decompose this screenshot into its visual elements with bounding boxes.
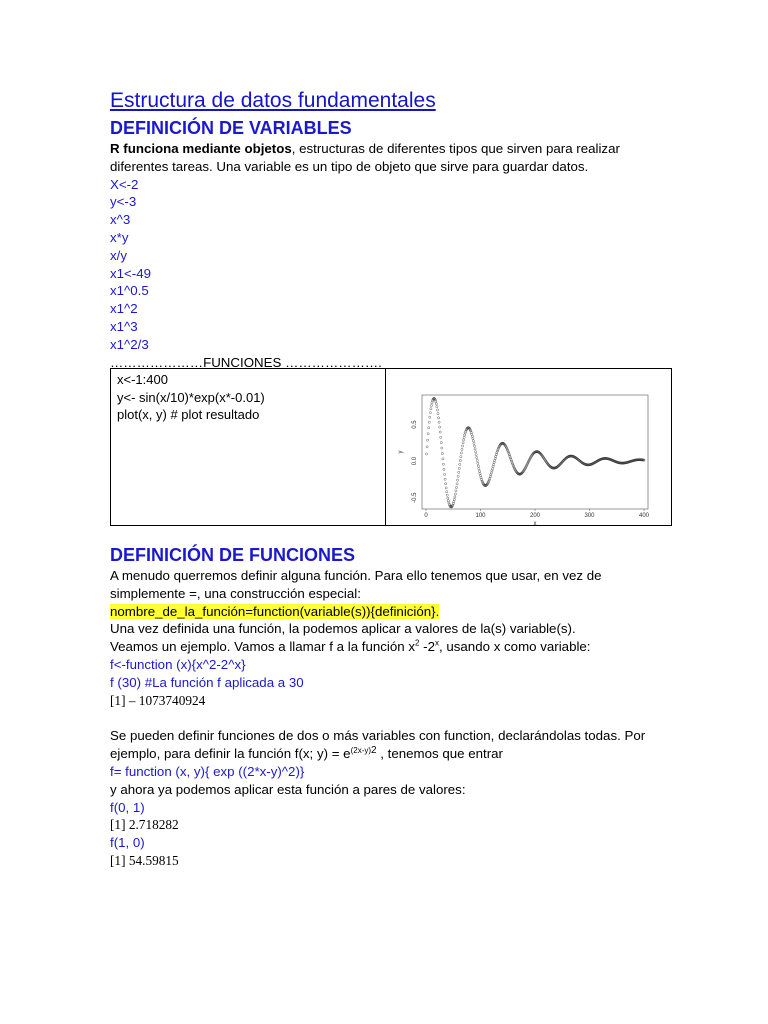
plot-point [447, 500, 449, 502]
plot-point [446, 494, 448, 496]
plot-point [463, 439, 465, 441]
variables-code-block [110, 176, 670, 354]
func-p4-sup2: x [434, 638, 439, 648]
plot-point [474, 451, 476, 453]
plot-point [512, 463, 514, 465]
func-p2: simplemente =, una construcción especial: [110, 585, 361, 601]
section-heading-funciones: DEFINICIÓN DE FUNCIONES [110, 545, 356, 565]
plot-point [439, 431, 441, 433]
plot-point [437, 413, 439, 415]
example-plot-cell [386, 369, 671, 525]
func-p6-sup [351, 746, 377, 755]
page-content [110, 86, 670, 371]
intro-line2: diferentes tareas. Una variable es un tipo de objeto que sirve para guardar datos. [110, 158, 589, 174]
plot-point [455, 486, 457, 488]
func-code5: f(1, 0) [110, 835, 145, 851]
damped-sine-plot [386, 369, 671, 525]
func-code4: f(0, 1) [110, 799, 145, 815]
y-tick-label: 0.5 [412, 420, 418, 429]
plot-point [491, 470, 493, 472]
plot-point [507, 449, 509, 451]
plot-point [493, 461, 495, 463]
intro-paragraph [110, 140, 670, 158]
plot-point [440, 442, 442, 444]
func-p3: Una vez definida una función, la podemos aplicar a valores de la(s) variable(s). [110, 621, 576, 637]
y-tick-label: 0.0 [412, 456, 418, 466]
plot-point [429, 412, 431, 414]
plot-point [462, 442, 464, 444]
code-line: x/y [110, 247, 127, 263]
page-title: Estructura de datos fundamentales [110, 89, 436, 112]
plot-point [508, 452, 510, 454]
plot-point [492, 464, 494, 466]
plot-point [492, 466, 494, 468]
plot-point [464, 434, 466, 436]
plot-point [478, 470, 480, 472]
plot-point [460, 456, 462, 458]
func-p4-c: , usando x como variable: [438, 639, 591, 655]
plot-point [438, 421, 440, 423]
plot-point [472, 437, 474, 439]
plot-point [444, 478, 446, 480]
x-tick-label: 400 [638, 513, 650, 519]
plot-point [443, 473, 445, 475]
func-p6 [110, 745, 670, 763]
plot-point [447, 497, 449, 499]
plot-point [479, 472, 481, 474]
plot-point [494, 459, 496, 461]
example-code-cell [111, 369, 386, 525]
section-heading-variables: DEFINICIÓN DE VARIABLES [110, 118, 352, 138]
plot-point [459, 463, 461, 465]
plot-point [457, 475, 459, 477]
plot-point [455, 490, 457, 492]
plot-point [430, 408, 432, 410]
code-line: x1^2 [110, 301, 138, 317]
plot-point [427, 439, 429, 441]
plot-point [441, 447, 443, 449]
plot-point [473, 442, 475, 444]
plot-point [436, 409, 438, 411]
plot-point [507, 451, 509, 453]
x-axis-label: x [533, 521, 537, 525]
box-code-line: plot(x, y) # plot resultado [117, 407, 260, 422]
funciones-divider: …………………FUNCIONES …………………. [110, 354, 382, 370]
plot-point [461, 445, 463, 447]
plot-point [431, 400, 433, 402]
intro-bold: R funciona mediante objetos [110, 141, 292, 156]
code-line: x1<-49 [110, 265, 152, 281]
plot-point [457, 479, 459, 481]
plot-point [459, 459, 461, 461]
plot-point [476, 456, 478, 458]
plot-point [471, 435, 473, 437]
x-tick-label: 100 [475, 513, 486, 519]
plot-point [435, 403, 437, 405]
func-code1: f<-function (x){x^2-2^x} [110, 656, 246, 672]
func-code2: f (30) #La función f aplicada a 30 [110, 674, 304, 690]
func-p6-sup-base: (2x-y) [350, 745, 372, 755]
plot-point [445, 487, 447, 489]
func-p4-sup1: 2 [415, 638, 420, 648]
functions-section [110, 543, 670, 870]
plot-point [428, 427, 430, 429]
plot-point [458, 471, 460, 473]
plot-point [511, 461, 513, 463]
plot-point [491, 468, 493, 470]
func-code3: f= function (x, y){ exp ((2*x-y)^2)} [110, 763, 305, 779]
plot-point [428, 421, 430, 423]
code-line: x1^0.5 [110, 283, 149, 299]
plot-point [454, 496, 456, 498]
code-line: x*y [110, 229, 129, 245]
plot-point [458, 467, 460, 469]
box-code-line: x<-1:400 [117, 372, 168, 387]
plot-point [443, 468, 445, 470]
plot-point [446, 491, 448, 493]
plot-point [431, 402, 433, 404]
func-p7: y ahora ya podemos aplicar esta función a pares de valores: [110, 781, 466, 797]
plot-point [439, 426, 441, 428]
plot-point [463, 436, 465, 438]
plot-point [442, 463, 444, 465]
code-line: X<-2 [110, 176, 139, 192]
code-line: x^3 [110, 212, 131, 228]
plot-point [472, 440, 474, 442]
plot-point [477, 462, 479, 464]
plot-point [441, 452, 443, 454]
plot-point [442, 458, 444, 460]
y-tick-label: -0.5 [412, 492, 418, 503]
code-line: y<-3 [110, 194, 137, 210]
plot-point [478, 468, 480, 470]
x-tick-label: 300 [584, 513, 595, 519]
plot-point [461, 448, 463, 450]
func-p4 [110, 638, 670, 656]
plot-point [436, 406, 438, 408]
x-tick-label: 200 [529, 513, 541, 519]
func-highlight-line [110, 603, 670, 621]
func-p6-b: , tenemos que entrar [376, 746, 503, 762]
plot-point [426, 446, 428, 448]
code-line: x1^3 [110, 318, 138, 334]
plot-point [453, 498, 455, 500]
plot-point [445, 483, 447, 485]
function-syntax-highlight: nombre_de_la_función=function(variable(s)){definición}. [110, 603, 440, 619]
plot-point [473, 445, 475, 447]
func-p6-a: ejemplo, para definir la función f(x; y) = e [110, 746, 351, 762]
plot-point [437, 417, 439, 419]
plot-point [456, 483, 458, 485]
func-output2: [1] 2.718282 [110, 817, 179, 833]
plot-point [475, 454, 477, 456]
func-p6-sup-square: 2 [371, 744, 377, 756]
func-p1: A menudo querremos definir alguna función. Para ello tenemos que usar, en vez de [110, 568, 602, 583]
func-p4-b: -2 [419, 639, 435, 655]
func-p5: Se pueden definir funciones de dos o más variables con function, declarándolas todas. Por [110, 728, 646, 744]
plot-point [460, 452, 462, 454]
plot-point [427, 433, 429, 435]
box-code-line: y<- sin(x/10)*exp(x*-0.01) [117, 389, 265, 405]
plot-point [474, 448, 476, 450]
plot-point [477, 465, 479, 467]
y-axis-label: y [398, 450, 404, 454]
plot-point [440, 436, 442, 438]
plot-point [454, 493, 456, 495]
intro-rest: , estructuras de diferentes tipos que sirven para realizar [291, 141, 620, 156]
plot-point [476, 459, 478, 461]
plot-point [429, 416, 431, 418]
x-tick-label: 0 [424, 513, 428, 519]
plot-point [430, 404, 432, 406]
code-line: x1^2/3 [110, 336, 149, 352]
func-output1: [1] – 1073740924 [110, 692, 206, 708]
func-p4-a: Veamos un ejemplo. Vamos a llamar f a la función x [110, 639, 415, 655]
example-table [110, 368, 672, 526]
plot-point [512, 464, 514, 466]
plot-point [425, 453, 427, 455]
func-output3: [1] 54.59815 [110, 852, 179, 868]
